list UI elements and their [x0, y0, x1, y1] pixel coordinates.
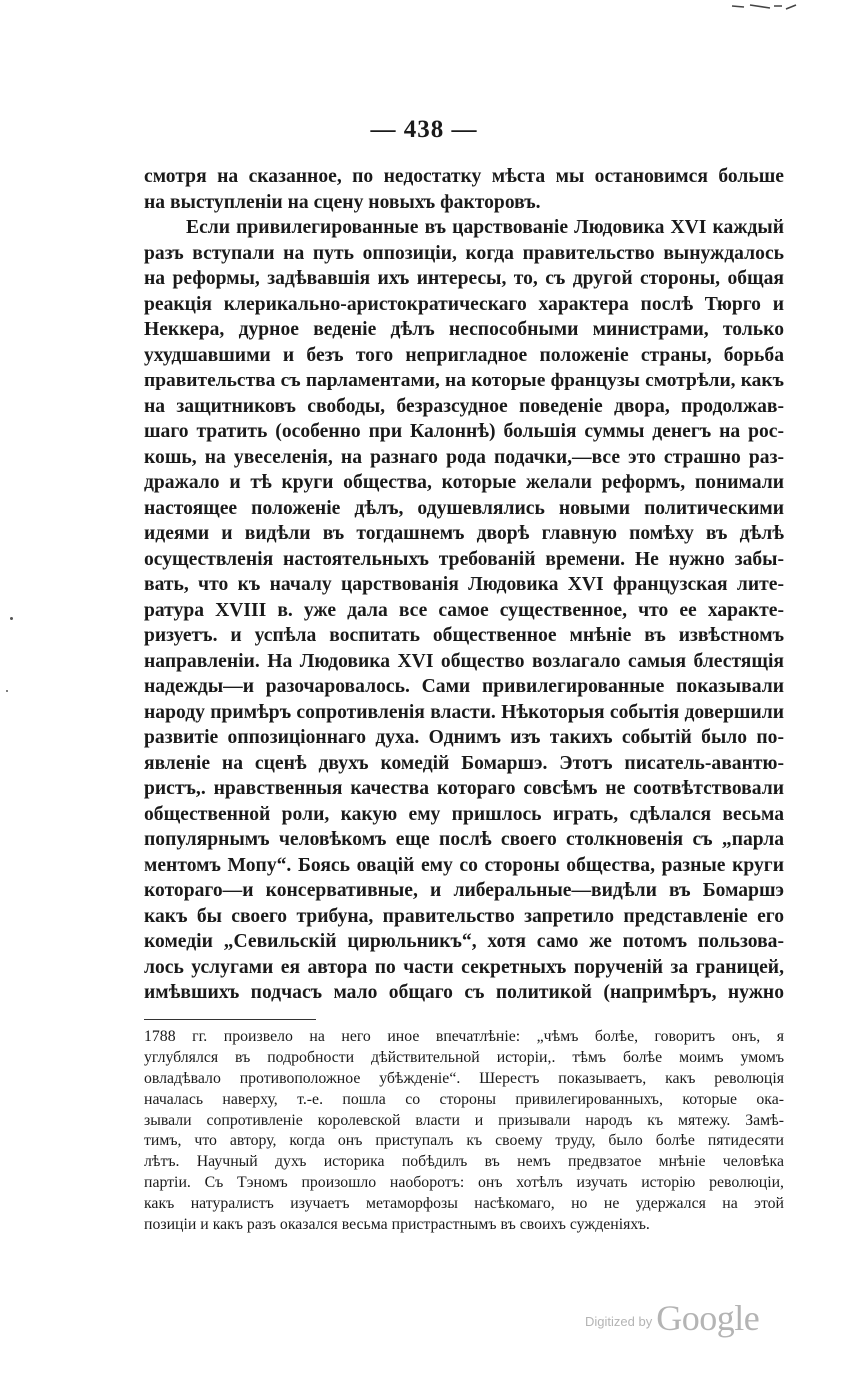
footnote-divider	[144, 1019, 316, 1020]
text-line: комедіи „Севильскій цирюльникъ“, хотя само же потомъ пользова-	[144, 931, 784, 952]
text-line: какъ бы своего трибуна, правительство запретило представленіе его	[144, 905, 784, 927]
footnote-line: овладѣвало противоположное убѣжденіе“. Шерестъ показываетъ, какъ революція	[144, 1069, 784, 1087]
text-line: ухудшавшими и безъ того непригладное положеніе страны, борьба	[144, 344, 784, 366]
text-line: Неккера, дурное веденіе дѣлъ неспособными министрами, только	[144, 319, 784, 340]
footnote-line: 1788 гг. произвело на него иное впечатлѣніе: „чѣмъ болѣе, говоритъ онъ, я	[144, 1028, 784, 1045]
text-line: явленіе на сценѣ двухъ комедій Бомаршэ. Этотъ писатель-авантю-	[144, 752, 784, 774]
google-logo: Google	[656, 1298, 760, 1338]
text-line: ризуетъ. и успѣла воспитать общественное мнѣніе въ извѣстномъ	[144, 625, 784, 646]
text-line: имѣвшихъ подчасъ мало общаго съ политикой (напримѣръ, нужно	[144, 982, 784, 1003]
page-number: — 438 —	[370, 116, 478, 143]
text-line: надежды—и разочаровалось. Сами привилегированные показывали	[144, 676, 784, 697]
text-line: шаго тратить (особенно при Калоннѣ) большія суммы денегъ на рос-	[144, 421, 784, 442]
top-edge-scan-marks	[730, 0, 800, 10]
text-line: реакція клерикально-аристократическаго характера послѣ Тюрго и	[144, 293, 784, 315]
footnote-line: углублялся въ подробности дѣйствительной исторіи,. тѣмъ болѣе моимъ умомъ	[144, 1048, 784, 1066]
footnote-line: лѣтъ. Научный духъ историка побѣдилъ въ немъ предвзатое мнѣніе человѣка	[144, 1153, 784, 1171]
footnote-line: позиціи и какъ разъ оказался весьма пристрастнымъ въ своихъ сужденіяхъ.	[144, 1216, 650, 1234]
footnote-line: партіи. Съ Тэномъ произошло наоборотъ: онъ хотѣлъ изучать исторію революціи,	[144, 1174, 784, 1192]
footnote-line: тимъ, что автору, когда онъ приступалъ къ своему труду, было болѣе пятидесяти	[144, 1132, 784, 1150]
text-line: правительства съ парламентами, на которые французы смотрѣли, какъ	[144, 370, 784, 391]
text-line: котораго—и консервативные, и либеральные—видѣли въ Бомаршэ	[144, 880, 784, 901]
text-line: на выступленіи на сцену новыхъ факторовъ.	[144, 191, 541, 213]
text-line: дражало и тѣ круги общества, которые желали реформъ, понимали	[144, 472, 784, 493]
text-line: смотря на сказанное, по недостатку мѣста мы остановимся больше	[144, 166, 784, 187]
text-line: на защитниковъ свободы, безразсудное поведеніе двора, продолжав-	[144, 395, 784, 417]
scan-speck	[6, 690, 8, 692]
footnote-line: какъ натуралистъ изучаетъ метаморфозы насѣкомаго, но не удержался на этой	[144, 1195, 784, 1213]
text-line: направленіи. На Людовика XVI общество возлагало самыя блестящія	[144, 650, 784, 672]
text-line: популярнымъ человѣкомъ еще послѣ своего столкновенія съ „парла	[144, 829, 784, 850]
watermark-prefix: Digitized by	[585, 1314, 653, 1329]
footnote-line: зывали сопротивленіе королевской власти и призывали народъ къ мятежу. Замѣ-	[144, 1111, 784, 1129]
text-line: на реформы, задѣвавшія ихъ интересы, то, съ другой стороны, общая	[144, 268, 784, 289]
footnote	[144, 1027, 784, 1236]
text-line: развитіе оппозиціоннаго духа. Однимъ изъ такихъ событій было по-	[144, 727, 784, 748]
text-line: общественной роли, какую ему пришлось играть, сдѣлался весьма	[144, 803, 784, 825]
text-line: идеями и видѣли въ тогдашнемъ дворѣ главную помѣху въ дѣлѣ	[144, 523, 784, 544]
text-line: ратура XVIII в. уже дала все самое существенное, что ее характе-	[144, 599, 784, 621]
text-line: ристъ,. нравственныя качества котораго совсѣмъ не соотвѣтствовали	[144, 778, 784, 799]
google-watermark	[585, 1296, 785, 1336]
text-line: ментомъ Мопу“. Боясь овацій ему со стороны общества, разные круги	[144, 854, 784, 876]
scan-speck	[10, 617, 13, 620]
text-line: кошь, на увеселенія, на разнаго рода подачки,—все это страшно раз-	[144, 446, 784, 468]
text-line: Если привилегированные въ царствованіе Людовика XVI каждый	[186, 217, 784, 238]
text-line: настоящее положеніе дѣлъ, одушевлялись новыми политическими	[144, 497, 784, 519]
text-line: народу примѣръ сопротивленія власти. Нѣкоторыя событія довершили	[144, 701, 784, 723]
text-line: разъ вступали на путь оппозиціи, когда правительство вынуждалось	[144, 242, 784, 264]
main-text	[144, 164, 784, 1006]
footnote-line: началась наверху, т.-е. пошла со стороны привилегированныхъ, которые ока-	[144, 1090, 784, 1108]
text-line: лось услугами ея автора по части секретныхъ порученій за границей,	[144, 956, 784, 978]
text-line: вать, что къ началу царствованія Людовика XVI французская лите-	[144, 574, 784, 595]
text-line: осуществленія настоятельныхъ требованій времени. Не нужно забы-	[144, 548, 784, 570]
